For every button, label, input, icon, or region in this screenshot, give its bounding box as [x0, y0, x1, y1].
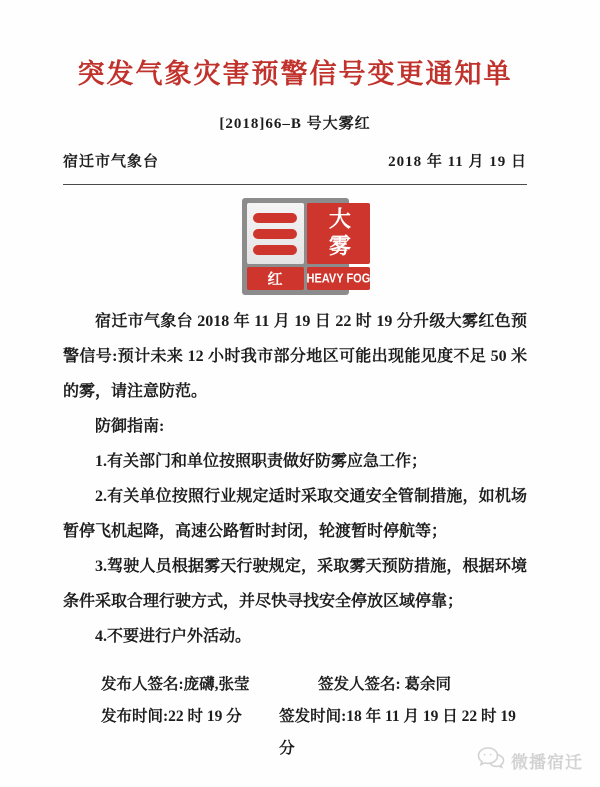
- fog-label-en: HEAVY FOG: [306, 271, 371, 286]
- fog-label-en-panel: [307, 267, 371, 290]
- page-title: 突发气象灾害预警信号变更通知单: [77, 59, 513, 89]
- fog-label-cn: 大雾: [326, 206, 352, 261]
- signature-row-names: [63, 669, 527, 701]
- signature-row-times: [63, 701, 527, 765]
- doc-number: [2018]66–B 号大雾红: [219, 116, 371, 132]
- signature-block: [63, 669, 527, 765]
- fog-bar-icon: [253, 213, 297, 223]
- header-divider: [63, 184, 527, 185]
- fog-bar-icon: [253, 229, 297, 239]
- fog-bar-icon: [253, 245, 297, 255]
- issuing-office: 宿迁市气象台: [63, 154, 160, 170]
- warning-icon-wrap: [63, 198, 527, 296]
- meta-row: [63, 150, 527, 171]
- body-paragraph-item-3: 3.驾驶人员根据雾天行驶规定，采取雾天预防措施，根据环境条件采取合理行驶方式，并尽快寻找安全停放区域停靠；: [63, 558, 527, 610]
- body-paragraph-warning: 宿迁市气象台 2018 年 11 月 19 日 22 时 19 分升级大雾红色预警信号:预计未来 12 小时我市部分地区可能出现能见度不足 50 米的雾，请注意防范。: [63, 313, 527, 400]
- watermark-text: 微播宿迁: [511, 753, 583, 772]
- watermark: [476, 746, 583, 775]
- doc-date: 2018 年 11 月 19 日: [388, 154, 527, 170]
- warning-level-panel: [247, 267, 304, 290]
- fog-label-panel: [307, 203, 371, 264]
- body-paragraph-item-1: 1.有关部门和单位按照职责做好防雾应急工作；: [95, 453, 428, 470]
- fog-bars-panel: [247, 203, 304, 264]
- notice-body: [63, 304, 527, 654]
- issuer-signature: 签发人签名: 葛余同: [318, 676, 452, 693]
- warning-level-label: 红: [267, 272, 283, 288]
- heavy-fog-warning-icon: [242, 198, 371, 295]
- publisher-signature: 发布人签名:庞礴,张莹: [101, 676, 250, 693]
- body-paragraph-item-4: 4.不要进行户外活动。: [95, 628, 252, 645]
- issue-time: 签发时间:18 年 11 月 19 日 22 时 19 分: [279, 708, 516, 757]
- body-paragraph-item-2: 2.有关单位按照行业规定适时采取交通安全管制措施，如机场暂停飞机起降，高速公路暂时封闭，轮渡暂时停航等；: [63, 488, 527, 540]
- chat-bubble-logo-icon: [476, 746, 506, 775]
- body-paragraph-guide-heading: 防御指南:: [95, 418, 165, 435]
- publish-time: 发布时间:22 时 19 分: [101, 708, 242, 725]
